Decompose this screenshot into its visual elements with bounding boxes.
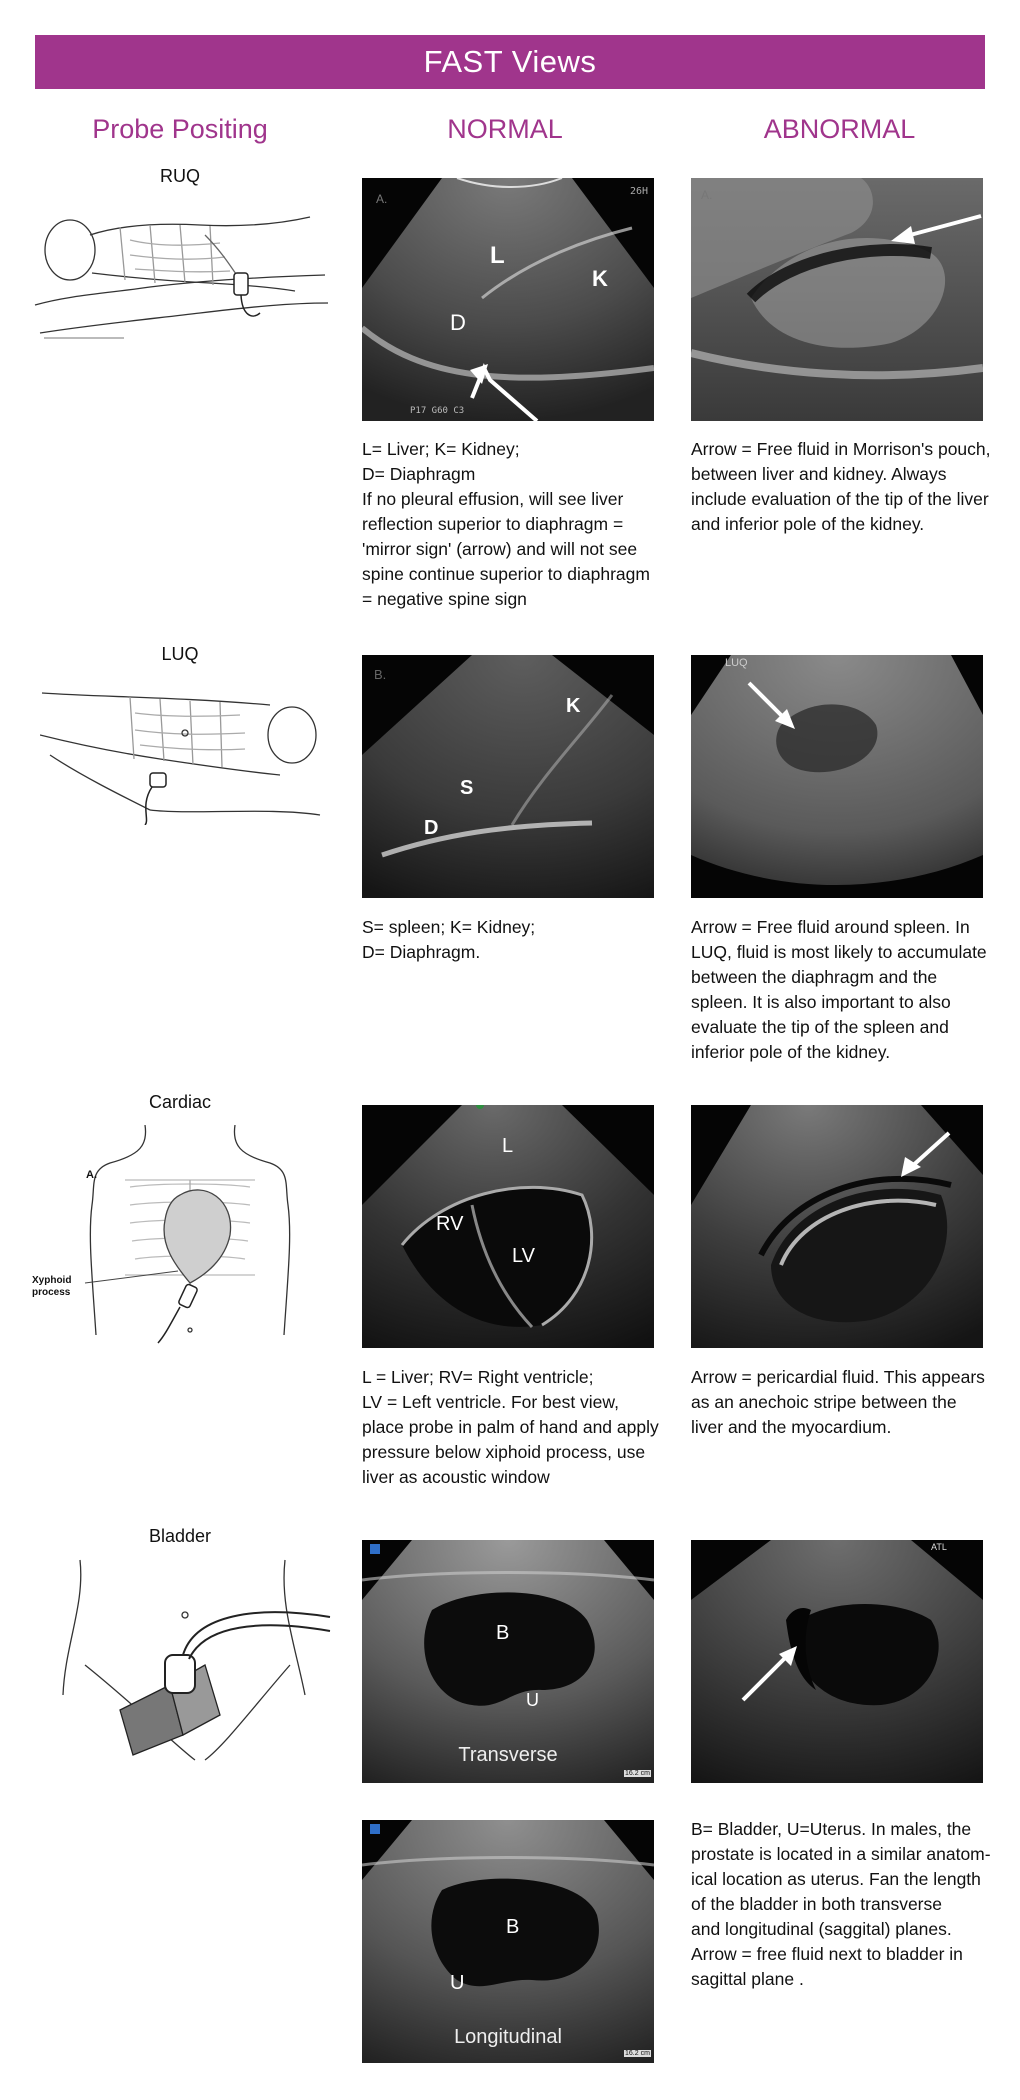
luq-probe-illustration	[40, 675, 330, 825]
right-ventricle-label: RV	[436, 1213, 464, 1235]
kidney-label: K	[566, 695, 581, 717]
bladder-caption: B= Bladder, U=Uterus. In males, the prostate is located in a similar anatom- ical location as uterus. Fan the length of the bladder in both transverse and longitudinal (saggital) planes. Arrow = free fluid next to bladder in sagittal plane .	[691, 1819, 991, 1989]
cardiac-probe-illustration	[30, 1125, 330, 1350]
image-corner-label: B.	[374, 667, 387, 682]
liver-label: L	[490, 242, 505, 269]
cardiac-normal-ultrasound	[362, 1105, 654, 1348]
luq-normal-ultrasound	[362, 655, 654, 898]
view-label-luq: LUQ	[161, 644, 199, 664]
page-title: FAST Views	[35, 35, 985, 89]
column-header-abnormal: ABNORMAL	[763, 114, 916, 144]
image-corner-label: ATL	[931, 1542, 947, 1552]
diaphragm-label: D	[450, 310, 466, 335]
cardiac-abnormal-ultrasound	[691, 1105, 983, 1348]
panel-letter-label: A.	[86, 1169, 97, 1181]
bladder-probe-illustration	[55, 1555, 335, 1765]
image-corner-label: LUQ	[725, 657, 748, 669]
left-ventricle-label: LV	[512, 1245, 535, 1267]
bladder-abnormal-ultrasound	[691, 1540, 983, 1783]
spleen-label: S	[460, 777, 474, 799]
ruq-normal-caption: L= Liver; K= Kidney; D= Diaphragm If no pleural effusion, will see liver reflection superior to diaphragm = 'mirror sign' (arrow) and will not see spine continue superior to diaphragm = negative spine sign	[362, 439, 650, 609]
liver-label: L	[502, 1135, 514, 1157]
view-label-cardiac: Cardiac	[148, 1092, 212, 1112]
uterus-label: U	[526, 1690, 539, 1710]
xiphoid-label: Xyphoid	[32, 1275, 72, 1286]
column-header-normal: NORMAL	[447, 114, 563, 144]
kidney-label: K	[592, 266, 608, 291]
ruq-probe-illustration	[30, 195, 330, 345]
image-settings-label: P17 G60 C3	[410, 406, 465, 416]
ruq-normal-ultrasound	[362, 178, 654, 421]
bladder-label: B	[506, 1916, 520, 1938]
image-depth-label: 26H	[630, 186, 649, 197]
xiphoid-process-label: process	[32, 1287, 71, 1298]
plane-label: Transverse	[458, 1744, 558, 1766]
bladder-longitudinal-ultrasound	[362, 1820, 654, 2063]
luq-abnormal-caption: Arrow = Free fluid around spleen. In LUQ, fluid is most likely to accumulate between the diaphragm and the spleen. It is also important to also evaluate the tip of the spleen and inferior pole of the kidney.	[691, 917, 987, 1062]
view-label-ruq: RUQ	[160, 166, 200, 186]
view-label-bladder: Bladder	[148, 1526, 212, 1546]
uterus-label: U	[450, 1972, 465, 1994]
bladder-transverse-ultrasound	[362, 1540, 654, 1783]
scale-label: 16.2 cm	[625, 1770, 650, 1777]
image-corner-label: A.	[701, 188, 713, 202]
plane-label: Longitudinal	[454, 2026, 562, 2048]
scale-label: 16.2 cm	[625, 2050, 650, 2057]
luq-abnormal-ultrasound	[691, 655, 983, 898]
diaphragm-label: D	[424, 817, 439, 839]
image-corner-label: A.	[376, 192, 388, 206]
luq-normal-caption: S= spleen; K= Kidney; D= Diaphragm.	[362, 917, 536, 962]
column-header-probe: Probe Positing	[92, 114, 268, 144]
ruq-abnormal-ultrasound	[691, 178, 983, 421]
ruq-abnormal-caption: Arrow = Free fluid in Morrison's pouch, between liver and kidney. Always include evaluation of the tip of the liver and inferior pole of the kidney.	[691, 439, 991, 534]
cardiac-abnormal-caption: Arrow = pericardial fluid. This appears as an anechoic stripe between the liver and the myocardium.	[691, 1367, 985, 1437]
cardiac-normal-caption: L = Liver; RV= Right ventricle; LV = Left ventricle. For best view, place probe in palm of hand and apply pressure below xiphoid process, use liver as acoustic window	[362, 1367, 659, 1487]
bladder-label: B	[496, 1622, 510, 1644]
